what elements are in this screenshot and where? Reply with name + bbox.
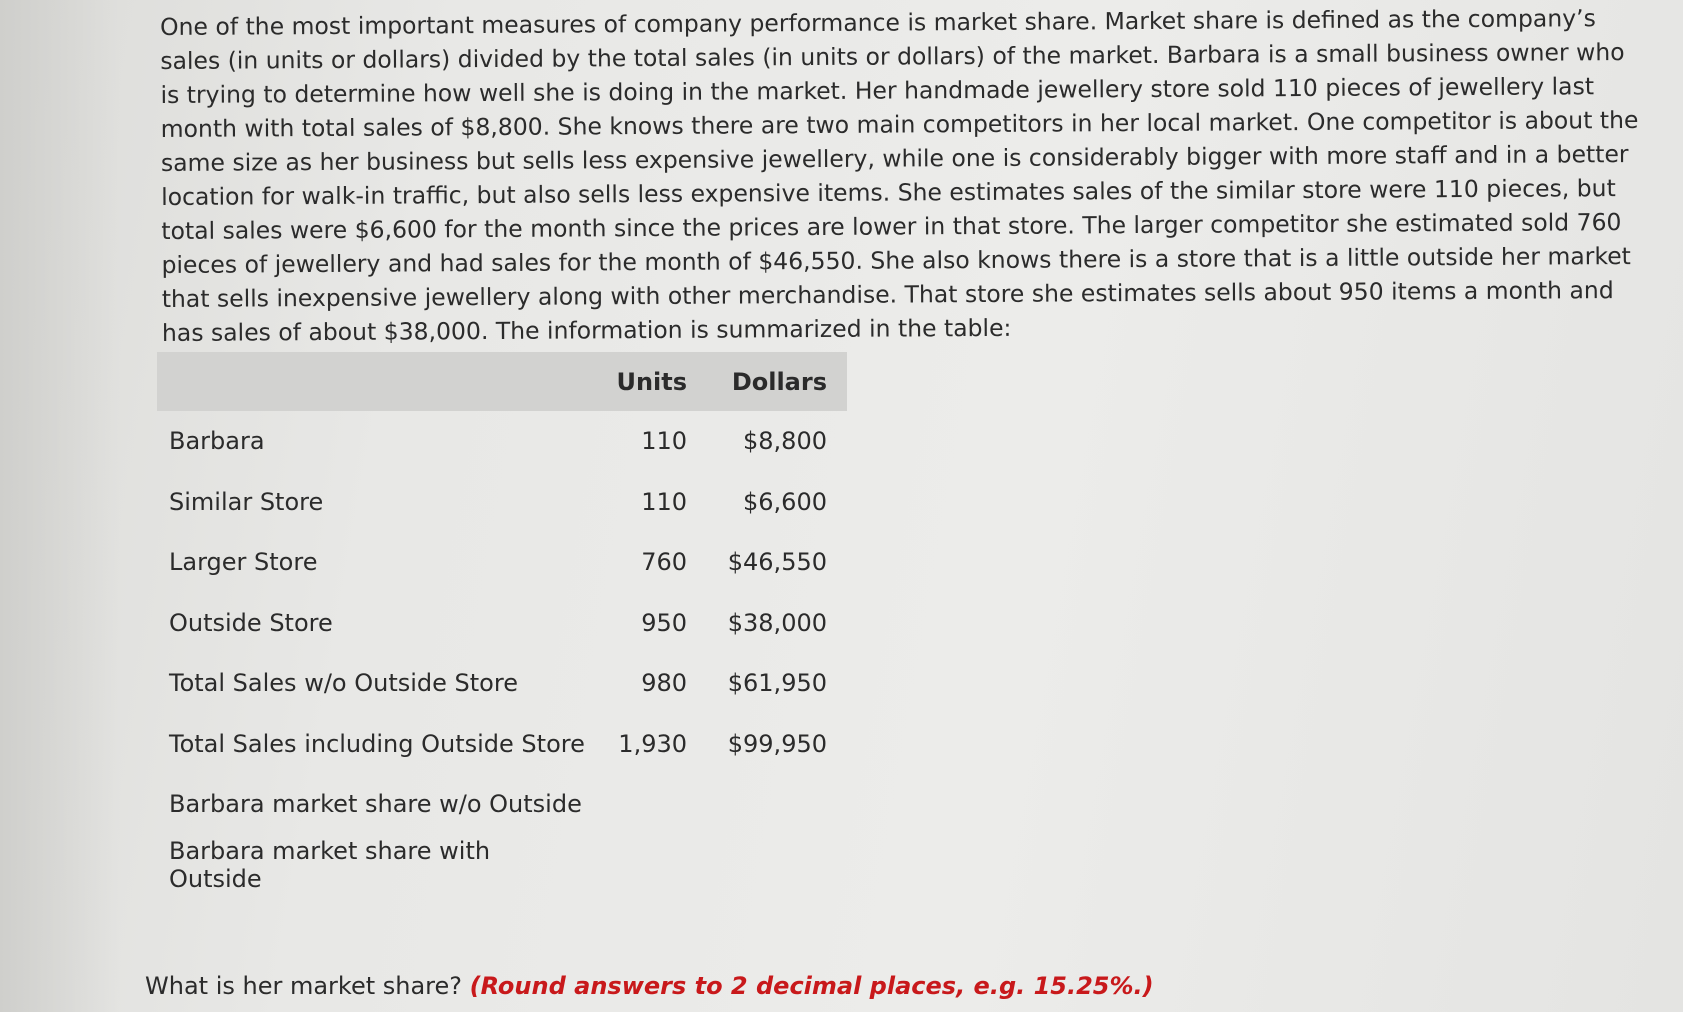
problem-statement: One of the most important measures of company performance is market share. Market share is defined as the company’s sales (in units or dollars) divided by the total sales (in units or dollars) of the market. Barbara is a small business owner who is trying to determine how well she is doing in the market. Her handmade jewellery store sold 110 pieces of jewellery last month with total sales of $8,800. She knows there are two main competitors in her local market. One competitor is about the same size as her business but sells less expensive jewellery, while one is considerably bigger with more staff and in a better location for walk-in traffic, but also sells less expensive items. She estimates sales of the similar store were 110 pieces, but total sales were $6,600 for the month since the prices are lower in that store. The larger competitor she estimated sold 760 pieces of jewellery and had sales for the month of $46,550. She also knows there is a store that is a little outside her market that sells inexpensive jewellery along with other merchandise. That store she estimates sells about 950 items a month and has sales of about $38,000. The information is summarized in the table: bbox=[160, 4, 1639, 347]
sales-table-container bbox=[157, 352, 847, 895]
table-row bbox=[157, 774, 847, 835]
row-dollars: $6,600 bbox=[743, 487, 827, 516]
question bbox=[145, 972, 1154, 1000]
row-dollars bbox=[715, 774, 847, 835]
table-row bbox=[157, 714, 847, 775]
row-units: 980 bbox=[641, 669, 688, 698]
row-label: Barbara bbox=[169, 427, 265, 456]
table-header-row bbox=[157, 352, 847, 411]
row-label: Larger Store bbox=[169, 548, 318, 577]
question-text: What is her market share? bbox=[145, 972, 463, 1000]
row-dollars: $38,000 bbox=[727, 608, 827, 637]
row-dollars: $46,550 bbox=[727, 548, 827, 577]
row-units: 1,930 bbox=[618, 729, 688, 758]
row-units bbox=[597, 835, 715, 896]
row-label: Barbara market share w/o Outside bbox=[169, 790, 582, 819]
header-label bbox=[157, 352, 597, 411]
sales-table bbox=[157, 352, 847, 895]
row-dollars bbox=[715, 835, 847, 896]
row-dollars: $61,950 bbox=[727, 669, 827, 698]
header-units: Units bbox=[616, 367, 688, 396]
row-dollars: $99,950 bbox=[727, 729, 827, 758]
page-shadow bbox=[0, 0, 120, 1012]
table-row bbox=[157, 472, 847, 533]
table-row bbox=[157, 593, 847, 654]
row-dollars: $8,800 bbox=[743, 427, 827, 456]
row-label: Barbara market share with Outside bbox=[169, 836, 491, 893]
row-label: Outside Store bbox=[169, 608, 333, 637]
table-row bbox=[157, 653, 847, 714]
rounding-hint: (Round answers to 2 decimal places, e.g. 15.25%.) bbox=[469, 972, 1154, 1000]
row-units bbox=[597, 774, 715, 835]
row-units: 760 bbox=[641, 548, 688, 577]
header-dollars: Dollars bbox=[731, 367, 827, 396]
row-units: 110 bbox=[641, 427, 688, 456]
row-label: Total Sales w/o Outside Store bbox=[169, 669, 518, 698]
row-units: 950 bbox=[641, 608, 688, 637]
row-label: Similar Store bbox=[169, 487, 324, 516]
table-row bbox=[157, 411, 847, 472]
row-label: Total Sales including Outside Store bbox=[169, 729, 585, 758]
table-row bbox=[157, 835, 847, 896]
row-units: 110 bbox=[641, 487, 688, 516]
table-row bbox=[157, 532, 847, 593]
